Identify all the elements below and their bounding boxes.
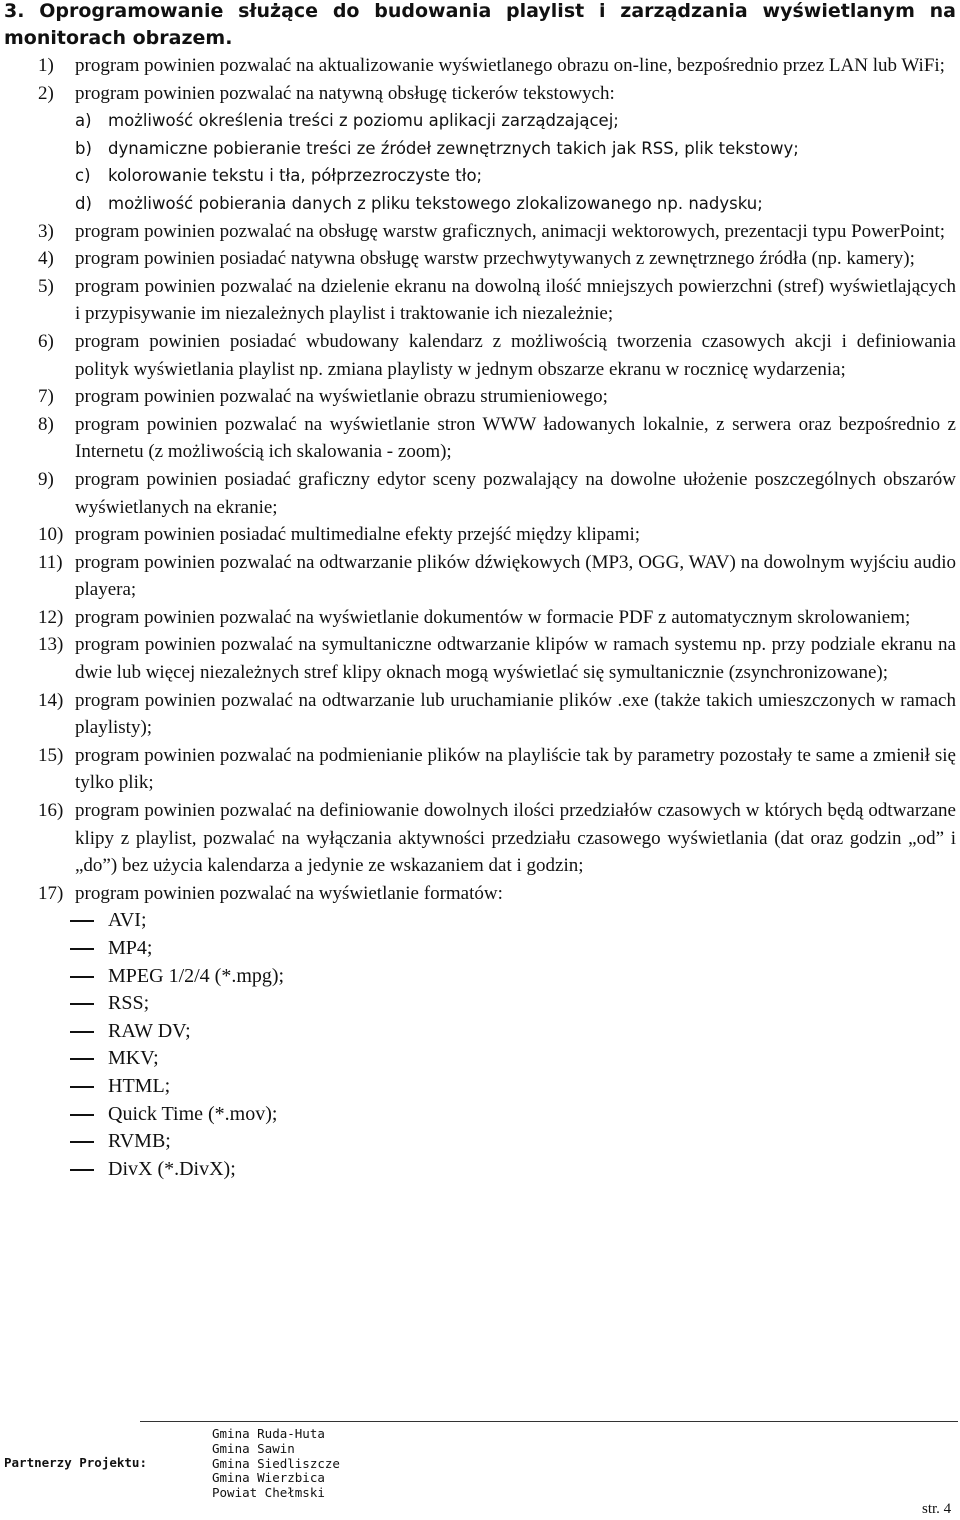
item-number: 9) xyxy=(38,468,54,490)
partner-name: Powiat Chełmski xyxy=(212,1485,325,1501)
partners-label: Partnerzy Projektu: xyxy=(4,1455,147,1470)
item-text: program powinien pozwalać na wyświetlanie stron WWW ładowanych lokalnie, z serwera oraz bezpośrednio z Internetu (z możliwością ich skalowania - zoom); xyxy=(75,413,956,463)
item-number: 8) xyxy=(38,413,54,435)
item-text: program powinien pozwalać na dzielenie ekranu na dowolną ilość mniejszych powierzchni (stref) wyświetlających i przypisywanie im niezależnych playlist i traktowanie ich niezależnie; xyxy=(75,275,956,325)
dash-bullet xyxy=(70,1141,94,1143)
partner-name: Gmina Ruda-Huta xyxy=(212,1426,325,1441)
list-item xyxy=(0,328,960,383)
item-text: program powinien pozwalać na odtwarzanie plików dźwiękowych (MP3, OGG, WAV) na dowolnym wyjściu audio playera; xyxy=(75,551,956,601)
item-text: program powinien posiadać graficzny edytor sceny pozwalający na dowolne ułożenie poszczególnych obszarów wyświetlanych na ekranie; xyxy=(75,468,956,518)
format-label: DivX (*.DivX); xyxy=(108,1157,236,1180)
sub-item-label: a) xyxy=(75,111,92,131)
format-item xyxy=(0,963,960,991)
item-number: 16) xyxy=(38,800,64,822)
format-item xyxy=(0,935,960,963)
item-number: 13) xyxy=(38,634,64,656)
format-item xyxy=(0,1128,960,1156)
page-number: str. 4 xyxy=(922,1501,952,1517)
item-text: program powinien pozwalać na definiowanie dowolnych ilości przedziałów czasowych w których będą odtwarzane klipy z playlist, pozwalać na wyłączania aktywności przedziału czasowego wyświetlania (dat oraz godzin „od” i „do”) bez użycia kalendarza a jedynie ze wskazaniem dat i godzin; xyxy=(75,800,956,877)
partner-name: Gmina Siedliszcze xyxy=(212,1455,340,1471)
list-item xyxy=(0,604,960,632)
item-number: 4) xyxy=(38,248,54,270)
format-item xyxy=(0,990,960,1018)
list-item xyxy=(0,687,960,742)
list-item xyxy=(0,218,960,246)
item-number: 14) xyxy=(38,689,64,711)
format-item xyxy=(0,907,960,935)
item-text: program powinien pozwalać na wyświetlanie dokumentów w formacie PDF z automatycznym skrolowaniem; xyxy=(75,606,911,628)
sub-item xyxy=(0,190,960,218)
item-number: 6) xyxy=(38,330,54,352)
format-label: Quick Time (*.mov); xyxy=(108,1102,278,1125)
format-label: AVI; xyxy=(108,909,147,932)
item-text: program powinien posiadać multimedialne efekty przejść między klipami; xyxy=(75,524,641,546)
item-text: program powinien pozwalać na wyświetlanie formatów: xyxy=(75,882,503,904)
list-item xyxy=(0,466,960,521)
item-number: 11) xyxy=(38,551,63,573)
sub-item-label: b) xyxy=(75,138,92,158)
item-text: program powinien pozwalać na obsługę warstw graficznych, animacji wektorowych, prezentacji typu PowerPoint; xyxy=(75,220,946,242)
list-item xyxy=(0,383,960,411)
partners-list xyxy=(212,1427,340,1501)
dash-bullet xyxy=(70,976,94,978)
item-number: 7) xyxy=(38,386,54,408)
list-item xyxy=(0,631,960,686)
format-item xyxy=(0,1018,960,1046)
format-item xyxy=(0,1156,960,1184)
item-text: program powinien posiadać natywna obsługę warstw przechwytywanych z zewnętrznego źródła (np. kamery); xyxy=(75,248,915,270)
dash-bullet xyxy=(70,920,94,922)
format-label: HTML; xyxy=(108,1074,171,1097)
footer-divider xyxy=(140,1421,958,1422)
item-text: program powinien pozwalać na odtwarzanie lub uruchamianie plików .exe (także takich umieszczonych w ramach playlisty); xyxy=(75,689,956,739)
sub-item xyxy=(0,135,960,163)
item-text: program powinien posiadać wbudowany kalendarz z możliwością tworzenia czasowych akcji i definiowania polityk wyświetlania playlist np. zmiana playlisty w jednym obszarze ekranu w rocznicę wydarzenia; xyxy=(75,330,956,380)
dash-bullet xyxy=(70,1003,94,1005)
sub-item-text: kolorowanie tekstu i tła, półprzezroczyste tło; xyxy=(108,166,483,186)
dash-bullet xyxy=(70,1058,94,1060)
item-number: 10) xyxy=(38,524,64,546)
list-item xyxy=(0,797,960,880)
sub-item xyxy=(0,162,960,190)
sub-item xyxy=(0,107,960,135)
item-number: 2) xyxy=(38,82,54,104)
list-item xyxy=(0,52,960,80)
dash-bullet xyxy=(70,948,94,950)
list-item xyxy=(0,245,960,273)
format-item xyxy=(0,1073,960,1101)
section-heading: 3. Oprogramowanie służące do budowania playlist i zarządzania wyświetlanym na monitorach obrazem. xyxy=(4,0,956,49)
dash-bullet xyxy=(70,1169,94,1171)
partner-name: Gmina Sawin xyxy=(212,1440,295,1456)
format-label: MPEG 1/2/4 (*.mpg); xyxy=(108,964,285,987)
list-item xyxy=(0,521,960,549)
format-item xyxy=(0,1045,960,1073)
list-item xyxy=(0,80,960,108)
list-item xyxy=(0,742,960,797)
sub-item-text: możliwość określenia treści z poziomu aplikacji zarządzającej; xyxy=(108,111,619,131)
sub-item-text: możliwość pobierania danych z pliku tekstowego zlokalizowanego np. nadysku; xyxy=(108,193,763,213)
format-label: RSS; xyxy=(108,992,150,1015)
format-label: MKV; xyxy=(108,1047,159,1070)
item-text: program powinien pozwalać na wyświetlanie obrazu strumieniowego; xyxy=(75,386,608,408)
item-text: program powinien pozwalać na symultaniczne odtwarzanie klipów w ramach systemu np. przy podziale ekranu na dwie lub więcej niezależnych stref klipy oknach mogą wyświetlać się symultanicznie (zsynchronizowane); xyxy=(75,634,956,684)
format-label: RAW DV; xyxy=(108,1019,191,1042)
item-number: 15) xyxy=(38,744,64,766)
item-number: 5) xyxy=(38,275,54,297)
requirements-list xyxy=(0,52,960,1183)
list-item xyxy=(0,411,960,466)
item-number: 17) xyxy=(38,882,64,904)
partner-name: Gmina Wierzbica xyxy=(212,1470,325,1486)
item-text: program powinien pozwalać na natywną obsługę tickerów tekstowych: xyxy=(75,82,615,104)
item-number: 12) xyxy=(38,606,64,628)
sub-item-label: c) xyxy=(75,166,91,186)
item-number: 1) xyxy=(38,55,54,76)
list-item xyxy=(0,273,960,328)
list-item xyxy=(0,880,960,908)
item-text: program powinien pozwalać na podmienianie plików na playliście tak by parametry pozostały te same a zmienił się tylko plik; xyxy=(75,744,956,794)
item-number: 3) xyxy=(38,220,54,242)
dash-bullet xyxy=(70,1114,94,1116)
item-text: program powinien pozwalać na aktualizowanie wyświetlanego obrazu on-line, bezpośrednio przez LAN lub WiFi; xyxy=(75,55,945,76)
sub-item-text: dynamiczne pobieranie treści ze źródeł zewnętrznych takich jak RSS, plik tekstowy; xyxy=(108,138,799,158)
sub-item-label: d) xyxy=(75,193,92,213)
format-label: MP4; xyxy=(108,937,153,959)
list-item xyxy=(0,549,960,604)
dash-bullet xyxy=(70,1031,94,1033)
format-item xyxy=(0,1101,960,1129)
dash-bullet xyxy=(70,1086,94,1088)
format-label: RVMB; xyxy=(108,1130,171,1153)
